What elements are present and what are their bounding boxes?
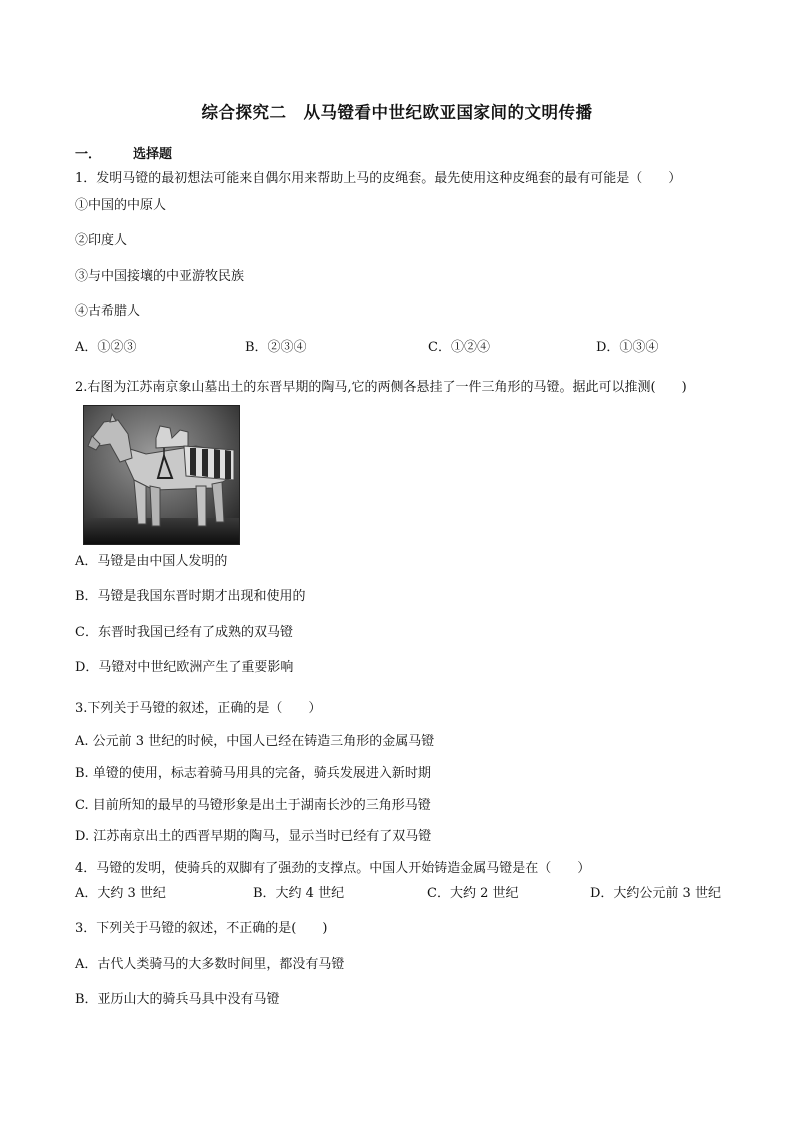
q1-option-d[interactable]: D．①③④	[596, 340, 659, 355]
q2-option-d[interactable]: D．马镫对中世纪欧洲产生了重要影响	[75, 660, 294, 675]
q4-option-c[interactable]: C．大约 2 世纪	[427, 886, 519, 901]
q3-option-c[interactable]: C. 目前所知的最早的马镫形象是出土于湖南长沙的三角形马镫	[75, 798, 431, 813]
q1-item: ④古希腊人	[75, 304, 141, 319]
q1-option-c[interactable]: C．①②④	[428, 340, 490, 355]
q3-option-d[interactable]: D. 江苏南京出土的西晋早期的陶马，显示当时已经有了双马镫	[75, 829, 432, 844]
q3-option-a[interactable]: A. 公元前 3 世纪的时候，中国人已经在铸造三角形的金属马镫	[75, 734, 435, 749]
q4-option-d[interactable]: D．大约公元前 3 世纪	[590, 886, 721, 901]
q5-option-a[interactable]: A．古代人类骑马的大多数时间里，都没有马镫	[75, 957, 345, 972]
section-heading	[75, 146, 172, 164]
q1-option-a[interactable]: A．①②③	[75, 340, 137, 355]
q2-option-b[interactable]: B．马镫是我国东晋时期才出现和使用的	[75, 589, 306, 604]
q1-stem: 1．发明马镫的最初想法可能来自偶尔用来帮助上马的皮绳套。最先使用这种皮绳套的最有可能是（ ）	[75, 171, 682, 186]
q2-stem: 2.右图为江苏南京象山墓出土的东晋早期的陶马,它的两侧各悬挂了一件三角形的马镫。据此可以推测( )	[75, 380, 687, 395]
q1-item: ②印度人	[75, 233, 128, 248]
section-number: 一．	[75, 147, 102, 162]
q1-option-b[interactable]: B．②③④	[245, 340, 307, 355]
q3-option-b[interactable]: B. 单镫的使用，标志着骑马用具的完备，骑兵发展进入新时期	[75, 766, 431, 781]
q2-option-c[interactable]: C．东晋时我国已经有了成熟的双马镫	[75, 625, 293, 640]
section-label: 选择题	[133, 147, 173, 162]
q5-option-b[interactable]: B．亚历山大的骑兵马具中没有马镫	[75, 992, 280, 1007]
q1-item: ③与中国接壤的中亚游牧民族	[75, 269, 245, 284]
q5-stem: 3．下列关于马镫的叙述，不正确的是( )	[75, 921, 328, 936]
page-title: 综合探究二 从马镫看中世纪欧亚国家间的文明传播	[201, 103, 593, 122]
q2-option-a[interactable]: A．马镫是由中国人发明的	[75, 554, 228, 569]
q1-item: ①中国的中原人	[75, 198, 167, 213]
q3-stem: 3.下列关于马镫的叙述，正确的是（ ）	[75, 701, 322, 716]
q4-option-a[interactable]: A．大约 3 世纪	[75, 886, 166, 901]
q4-stem: 4．马镫的发明，使骑兵的双脚有了强劲的支撑点。中国人开始铸造金属马镫是在（ ）	[75, 861, 591, 876]
q4-option-b[interactable]: B．大约 4 世纪	[253, 886, 345, 901]
pottery-horse-photo	[83, 405, 240, 545]
